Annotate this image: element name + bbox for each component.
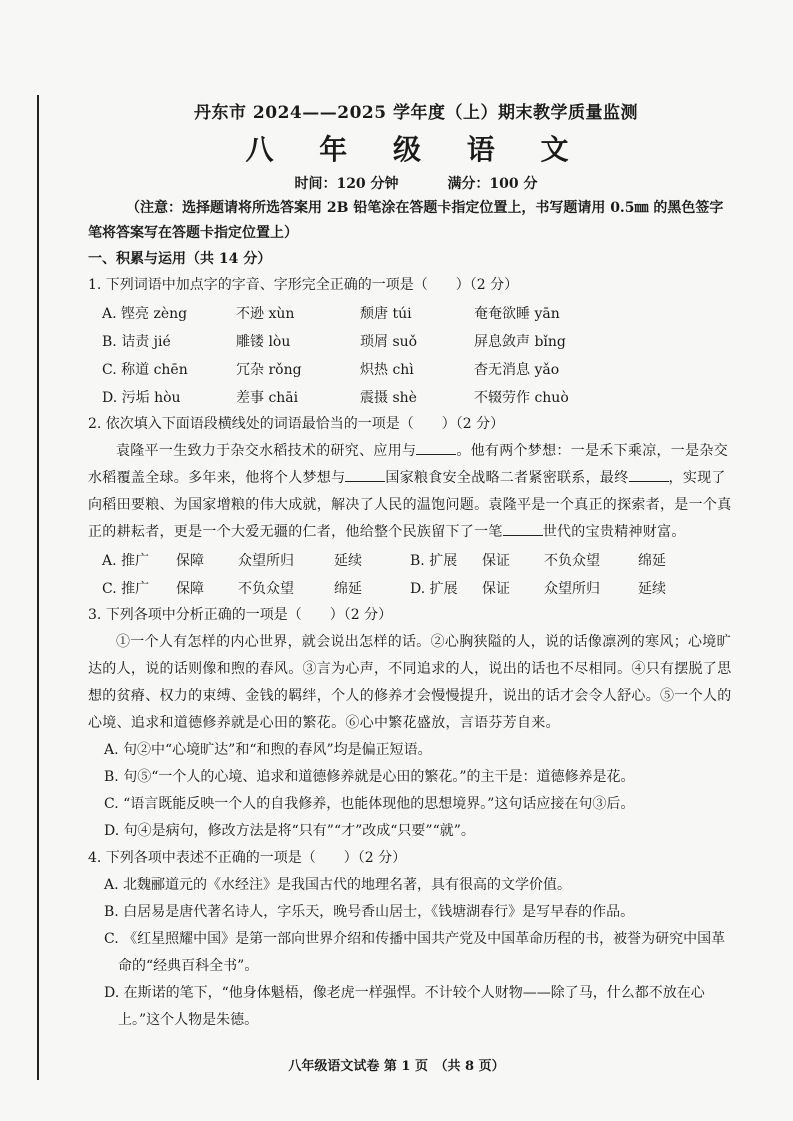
q2-option-row-cd xyxy=(102,574,736,602)
exam-score: 满分：100 分 xyxy=(447,176,538,192)
q1-a-1: A. 铿亮 zèng xyxy=(102,306,188,322)
q2-opt: 绵延 xyxy=(638,553,666,569)
q2-opt: D. 扩展 xyxy=(410,581,458,597)
question-4-stem: 4. 下列各项中表述不正确的一项是（ ）（2 分） xyxy=(88,850,407,866)
q4-option-b: B. 白居易是唐代著名诗人，字乐天，晚号香山居士，《钱塘湖春行》是写早春的作品。 xyxy=(104,904,635,920)
q2-opt: 保障 xyxy=(176,581,204,597)
q1-c-1: C. 称道 chēn xyxy=(102,362,188,378)
exam-title: 丹东市 2024——2025 学年度（上）期末教学质量监测 xyxy=(194,103,638,123)
exam-meta xyxy=(96,172,736,196)
q1-d-4: 不辍劳作 chuò xyxy=(474,390,569,406)
exam-page xyxy=(88,100,736,1034)
q1-a-4: 奄奄欲睡 yān xyxy=(474,306,560,322)
q4-option-d: D. 在斯诺的笔下，“他身体魁梧，像老虎一样强悍。不计较个人财物——除了马，什么都不放在心上。”这个人物是朱德。 xyxy=(104,985,705,1028)
question-3-stem: 3. 下列各项中分析正确的一项是（ ）（2 分） xyxy=(88,607,393,623)
subject-title: 八 年 级 语 文 xyxy=(245,133,587,166)
q2-opt: 延续 xyxy=(638,581,666,597)
q2-passage-part: 。他有两个梦想：一是禾下乘凉，一是杂交水稻覆盖全球。多年来，他将个人梦想与 xyxy=(88,443,729,486)
q2-passage-part: 袁隆平一生致力于杂交水稻技术的研究、应用与 xyxy=(116,443,417,459)
q1-a-3: 颓唐 túi xyxy=(360,306,412,322)
q1-c-3: 炽热 chì xyxy=(360,362,414,378)
q3-option-a: A. 句②中“心境旷达”和“和煦的春风”均是偏正短语。 xyxy=(104,742,432,758)
section-heading: 一、积累与运用（共 14 分） xyxy=(88,251,272,267)
q1-option-row-d xyxy=(102,383,736,411)
q4-option-a: A. 北魏郦道元的《水经注》是我国古代的地理名著，具有很高的文学价值。 xyxy=(104,877,572,893)
q1-option-row-b xyxy=(102,327,736,355)
q1-d-3: 震摄 shè xyxy=(360,390,417,406)
q2-opt: 保障 xyxy=(176,553,204,569)
q1-c-4: 杳无消息 yǎo xyxy=(474,362,560,378)
q2-passage-part: 国家粮食安全战略二者紧密联系，最终 xyxy=(385,470,629,486)
q1-b-1: B. 诘责 jié xyxy=(102,334,171,350)
q1-option-row-a xyxy=(102,299,736,327)
q1-b-2: 雕镂 lòu xyxy=(236,334,291,350)
page-footer: 八年级语文试卷 第 1 页 （共 8 页） xyxy=(288,1059,505,1074)
fill-blank xyxy=(416,442,456,455)
q2-opt: 绵延 xyxy=(334,581,362,597)
q2-opt: 众望所归 xyxy=(238,553,294,569)
q2-opt: B. 扩展 xyxy=(410,553,458,569)
q3-option-c: C. “语言既能反映一个人的自我修养，也能体现他的思想境界。”这句话应接在句③后。 xyxy=(104,796,635,812)
q2-opt: 延续 xyxy=(334,553,362,569)
exam-notice: （注意：选择题请将所选答案用 2B 铅笔涂在答题卡指定位置上，书写题请用 0.5㎜ 的黑色签字笔将答案写在答题卡指定位置上） xyxy=(88,200,724,241)
fill-blank xyxy=(629,469,669,482)
q1-c-2: 冗杂 rǒng xyxy=(236,362,302,378)
q1-a-2: 不逊 xùn xyxy=(236,306,295,322)
q3-option-d: D. 句④是病句，修改方法是将“只有”“才”改成“只要”“就”。 xyxy=(104,823,475,839)
margin-binding-line xyxy=(37,95,39,1080)
question-2-stem: 2. 依次填入下面语段横线处的词语最恰当的一项是（ ）（2 分） xyxy=(88,416,505,432)
q2-passage-part: ，实现了向稻田要粮、为国家增粮的伟大成就，解决了人民的温饱问题。袁隆平是一个真正的探索者，是一个真正的耕耘者，更是一个大爱无疆的仁者，他给整个民族留下了一笔 xyxy=(88,470,732,540)
q2-opt: 众望所归 xyxy=(544,581,600,597)
question-1-stem: 1. 下列词语中加点字的字音、字形完全正确的一项是（ ）（2 分） xyxy=(88,277,519,293)
fill-blank xyxy=(345,469,385,482)
q1-option-row-c xyxy=(102,355,736,383)
q2-opt: 保证 xyxy=(482,553,510,569)
fill-blank xyxy=(503,523,543,536)
q1-d-1: D. 污垢 hòu xyxy=(102,390,181,406)
q3-option-b: B. 句⑤“一个人的心境、追求和道德修养就是心田的繁花。”的主干是：道德修养是花。 xyxy=(104,769,635,785)
q2-opt: 不负众望 xyxy=(238,581,294,597)
q2-passage xyxy=(88,438,736,546)
q4-option-c: C. 《红星照耀中国》是第一部向世界介绍和传播中国共产党及中国革命历程的书，被誉为研究中国革命的“经典百科全书”。 xyxy=(104,931,726,974)
q2-passage-part: 世代的宝贵精神财富。 xyxy=(542,524,686,540)
exam-time: 时间：120 分钟 xyxy=(294,176,399,192)
q1-b-3: 琐屑 suǒ xyxy=(360,334,418,350)
q1-b-4: 屏息敛声 bǐng xyxy=(474,334,566,350)
q2-opt: 保证 xyxy=(482,581,510,597)
q1-d-2: 差事 chāi xyxy=(236,390,299,406)
q3-passage: ①一个人有怎样的内心世界，就会说出怎样的话。②心胸狭隘的人，说的话像凛冽的寒风；心境旷达的人，说的话则像和煦的春风。③言为心声，不同追求的人，说出的话也不尽相同。④只有摆脱了思想的贫瘠、权力的束缚、金钱的羁绊，个人的修养才会慢慢提升，说出的话才会令人舒心。⑤一个人的心境、追求和道德修养就是心田的繁花。⑥心中繁花盛放，言语芬芳自来。 xyxy=(88,634,732,731)
q2-option-row-ab xyxy=(102,546,736,574)
q2-opt: A. 推广 xyxy=(102,553,150,569)
q2-opt: C. 推广 xyxy=(102,581,150,597)
q2-opt: 不负众望 xyxy=(544,553,600,569)
